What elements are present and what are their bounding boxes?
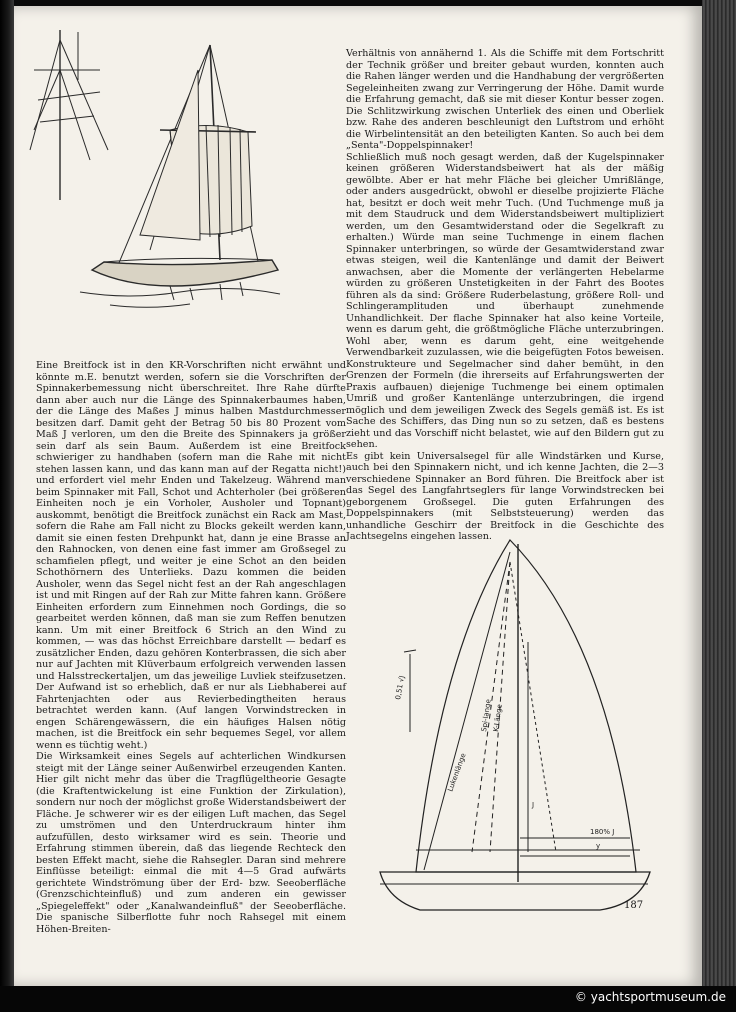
paragraph: Eine Breitfock ist in den KR-Vorschriften nicht erwähnt und könnte m.E. benutzt werden, sofern sie die Vorschriften der Spinnakerbemessung nicht überschreitet. Ihre Rahe dürfte dann aber auch nur die Länge des Spinnakerbaumes haben, der die Länge des Maßes J minus halben Mastdurchmesser besitzen darf. Damit geht der Betrag 50 bis 80 Prozent vom Maß J verloren, um den die Breite des Spinnakers ja größer sein darf als sein Baum. Außerdem ist eine Breitfock schwieriger zu handhaben (sofern man die Rahe mit nicht stehen lassen kann, und das kann man auf der Regatta nicht!) und erfordert viel mehr Enden und Takelzeug. Während man beim Spinnaker mit Fall, Schot und Achterholer (bei größeren Einheiten noch je ein Vorholer, Ausholer und Topnant) auskommt, benötigt die Breitfock zunächst ein Rack am Mast, sofern die Rahe am Fall nicht zu Blocks gekeilt werden kann, damit sie einen festen Drehpunkt hat, dann je eine Brasse an den Rahnocken, von denen eine fast immer am Großsegel zu schamfielen pflegt, und weiter je eine Schot an den beiden Schothörnern des Unterlieks. Dazu kommen die beiden Ausholer, wenn das Segel nicht fest an der Rah angeschlagen ist und mit Ringen auf der Rah zur Mitte fahren kann. Größere Einheiten erfordern zum Einnehmen noch Gordings, die so gearbeitet werden können, daß man sie zum Reffen benutzen kann. Um mit einer Breitfock 6 Strich an den Wind zu kommen, — was das höchst Erreichbare darstellt — bedarf es zusätzlicher Enden, dazu gehören Konterbrassen, die sich aber nur auf Jachten mit Klüverbaum erfolgreich verwenden lassen und Halsstreckertaljen, um das jeweilige Luvliek steifzusetzen. Der Aufwand ist so erheblich, daß er nur als Liebhaberei auf Fahrtenjachten oder aus Revierbedingtheiten heraus betrachtet werden kann. (Auf langen Vorwindstrecken in engen Schärengewässern, die ein häufiges Halsen nötig machen, ist die Breitfock ein sehr bequemes Segel, vor allem wenn es tüchtig weht.) (36, 360, 346, 751)
label-y: y (596, 842, 601, 850)
label-foot: 180% J (590, 828, 615, 836)
label-lukenlange: Lukenlänge (446, 752, 468, 793)
label-j-measure: 0,51 √J (394, 674, 407, 701)
breitfock-yacht-sketch (20, 30, 340, 360)
source-credit: © yachtsportmuseum.de (574, 990, 726, 1004)
page-number: 187 (624, 900, 644, 911)
paragraph: Es gibt kein Universalsegel für alle Windstärken und Kurse, auch bei den Spinnakern nicht, und ich kenne Jachten, die 2—3 verschiedene Spinnaker an Bord führen. Die Breitfock aber ist das Segel des Langfahrtseglers für lange Vorwindstrecken bei geborgenem Großsegel. Die guten Erfahrungen des Doppelspinnakers (mit Selbststeuerung) werden das unhandliche Geschirr der Breitfock in die Geschichte des Jachtsegelns eingehen lassen. (346, 450, 664, 542)
label-spi-lange: Spi-lange (480, 698, 493, 733)
right-text-column (346, 48, 664, 543)
paragraph: Schließlich muß noch gesagt werden, daß der Kugelspinnaker keinen größeren Widerstandsbeiwert hat als der mäßig gewölbte. Aber er hat mehr Fläche bei gleicher Umrißlänge, oder anders ausgedrückt, obwohl er dieselbe projizierte Fläche hat, besitzt er doch weit mehr Tuch. (Und Tuchmenge muß ja mit dem Staudruck und dem Widerstandsbeiwert multipliziert werden, um den Gesamtwiderstand oder die Segelkraft zu erhalten.) Würde man seine Tuchmenge in einem flachen Spinnaker unterbringen, so würde der Gesamtwiderstand zwar etwas steigen, weil die Kantenlänge und damit der Beiwert anwachsen, aber die Momente der verlängerten Hebelarme würden zu größeren Unstetigkeiten in der Fahrt des Bootes führen als da sind: Größere Ruderbelastung, größere Roll- und Schlingeramplituden und überhaupt zunehmende Unhandlichkeit. Der flache Spinnaker hat also keine Vorteile, wenn es darum geht, die größtmögliche Fläche unterzubringen. Wohl aber, wenn es darum geht, eine weitgehende Verwendbarkeit zuzulassen, wie die beigefügten Fotos beweisen. Konstrukteure und Segelmacher sind daher bemüht, in den Grenzen der Formeln (die ihrerseits auf Erfahrungswerten der Praxis aufbauen) diejenige Tuchmenge bei einem optimalen Umriß und großer Kantenlänge unterzubringen, die irgend möglich und dem jeweiligen Zweck des Segels gemäß ist. Es ist Sache des Schiffers, das Ding nun so zu setzen, daß es bestens zieht und das Vorschiff nicht belastet, wie auf den Bildern gut zu sehen. (346, 151, 664, 450)
left-text-column (36, 360, 346, 935)
page-stack-edge (702, 0, 736, 1012)
book-spine-shadow (0, 0, 14, 1012)
paragraph: Verhältnis von annähernd 1. Als die Schiffe mit dem Fortschritt der Technik größer und breiter gebaut wurden, konnten auch die Rahen länger werden und die Handhabung der vergrößerten Segeleinheiten zwang zur Verringerung der Höhe. Damit wurde die Erfahrung gemacht, daß sie mit dieser Kontur besser zogen. Die Schlitzwirkung zwischen Unterliek des einen und Oberliek bzw. Rahe des anderen beschleunigt den Luftstrom und erhöht die Wirbelintensität an den beteiligten Kanten. So auch bei dem „Senta"-Doppelspinnaker! (346, 48, 664, 151)
paragraph: Die Wirksamkeit eines Segels auf achterlichen Windkursen steigt mit der Länge seiner Außenwirbel erzeugenden Kanten. Hier gilt nicht mehr das über die Tragflügeltheorie Gesagte (die Kraftentwickelung ist eine Funktion der Zirkulation), sondern nur noch der möglichst große Widerstandsbeiwert der Fläche. Je schwerer wir es der eiligen Luft machen, das Segel zu umströmen und den Unterdruckraum hinter ihm aufzufüllen, desto wirksamer wird es sein. Theorie und Erfahrung stimmen überein, daß das liegende Rechteck den besten Effekt macht, siehe die Rahsegler. Daran sind mehrere Einflüsse beteiligt: einmal die mit 4—5 Grad aufwärts gerichtete Windströmung über der Erd- bzw. Seeoberfläche (Grenzschichteinfluß) und zum anderen ein gewisser „Spiegeleffekt" oder „Kanalwandeinfluß" der Seeoberfläche. Die spanische Silberflotte fuhr noch Rahsegel mit einem Höhen-Breiten- (36, 751, 346, 935)
label-j: J (532, 801, 535, 809)
spinnaker-sail-plan-diagram (360, 532, 660, 932)
label-k-lange: K-Länge (492, 703, 504, 733)
